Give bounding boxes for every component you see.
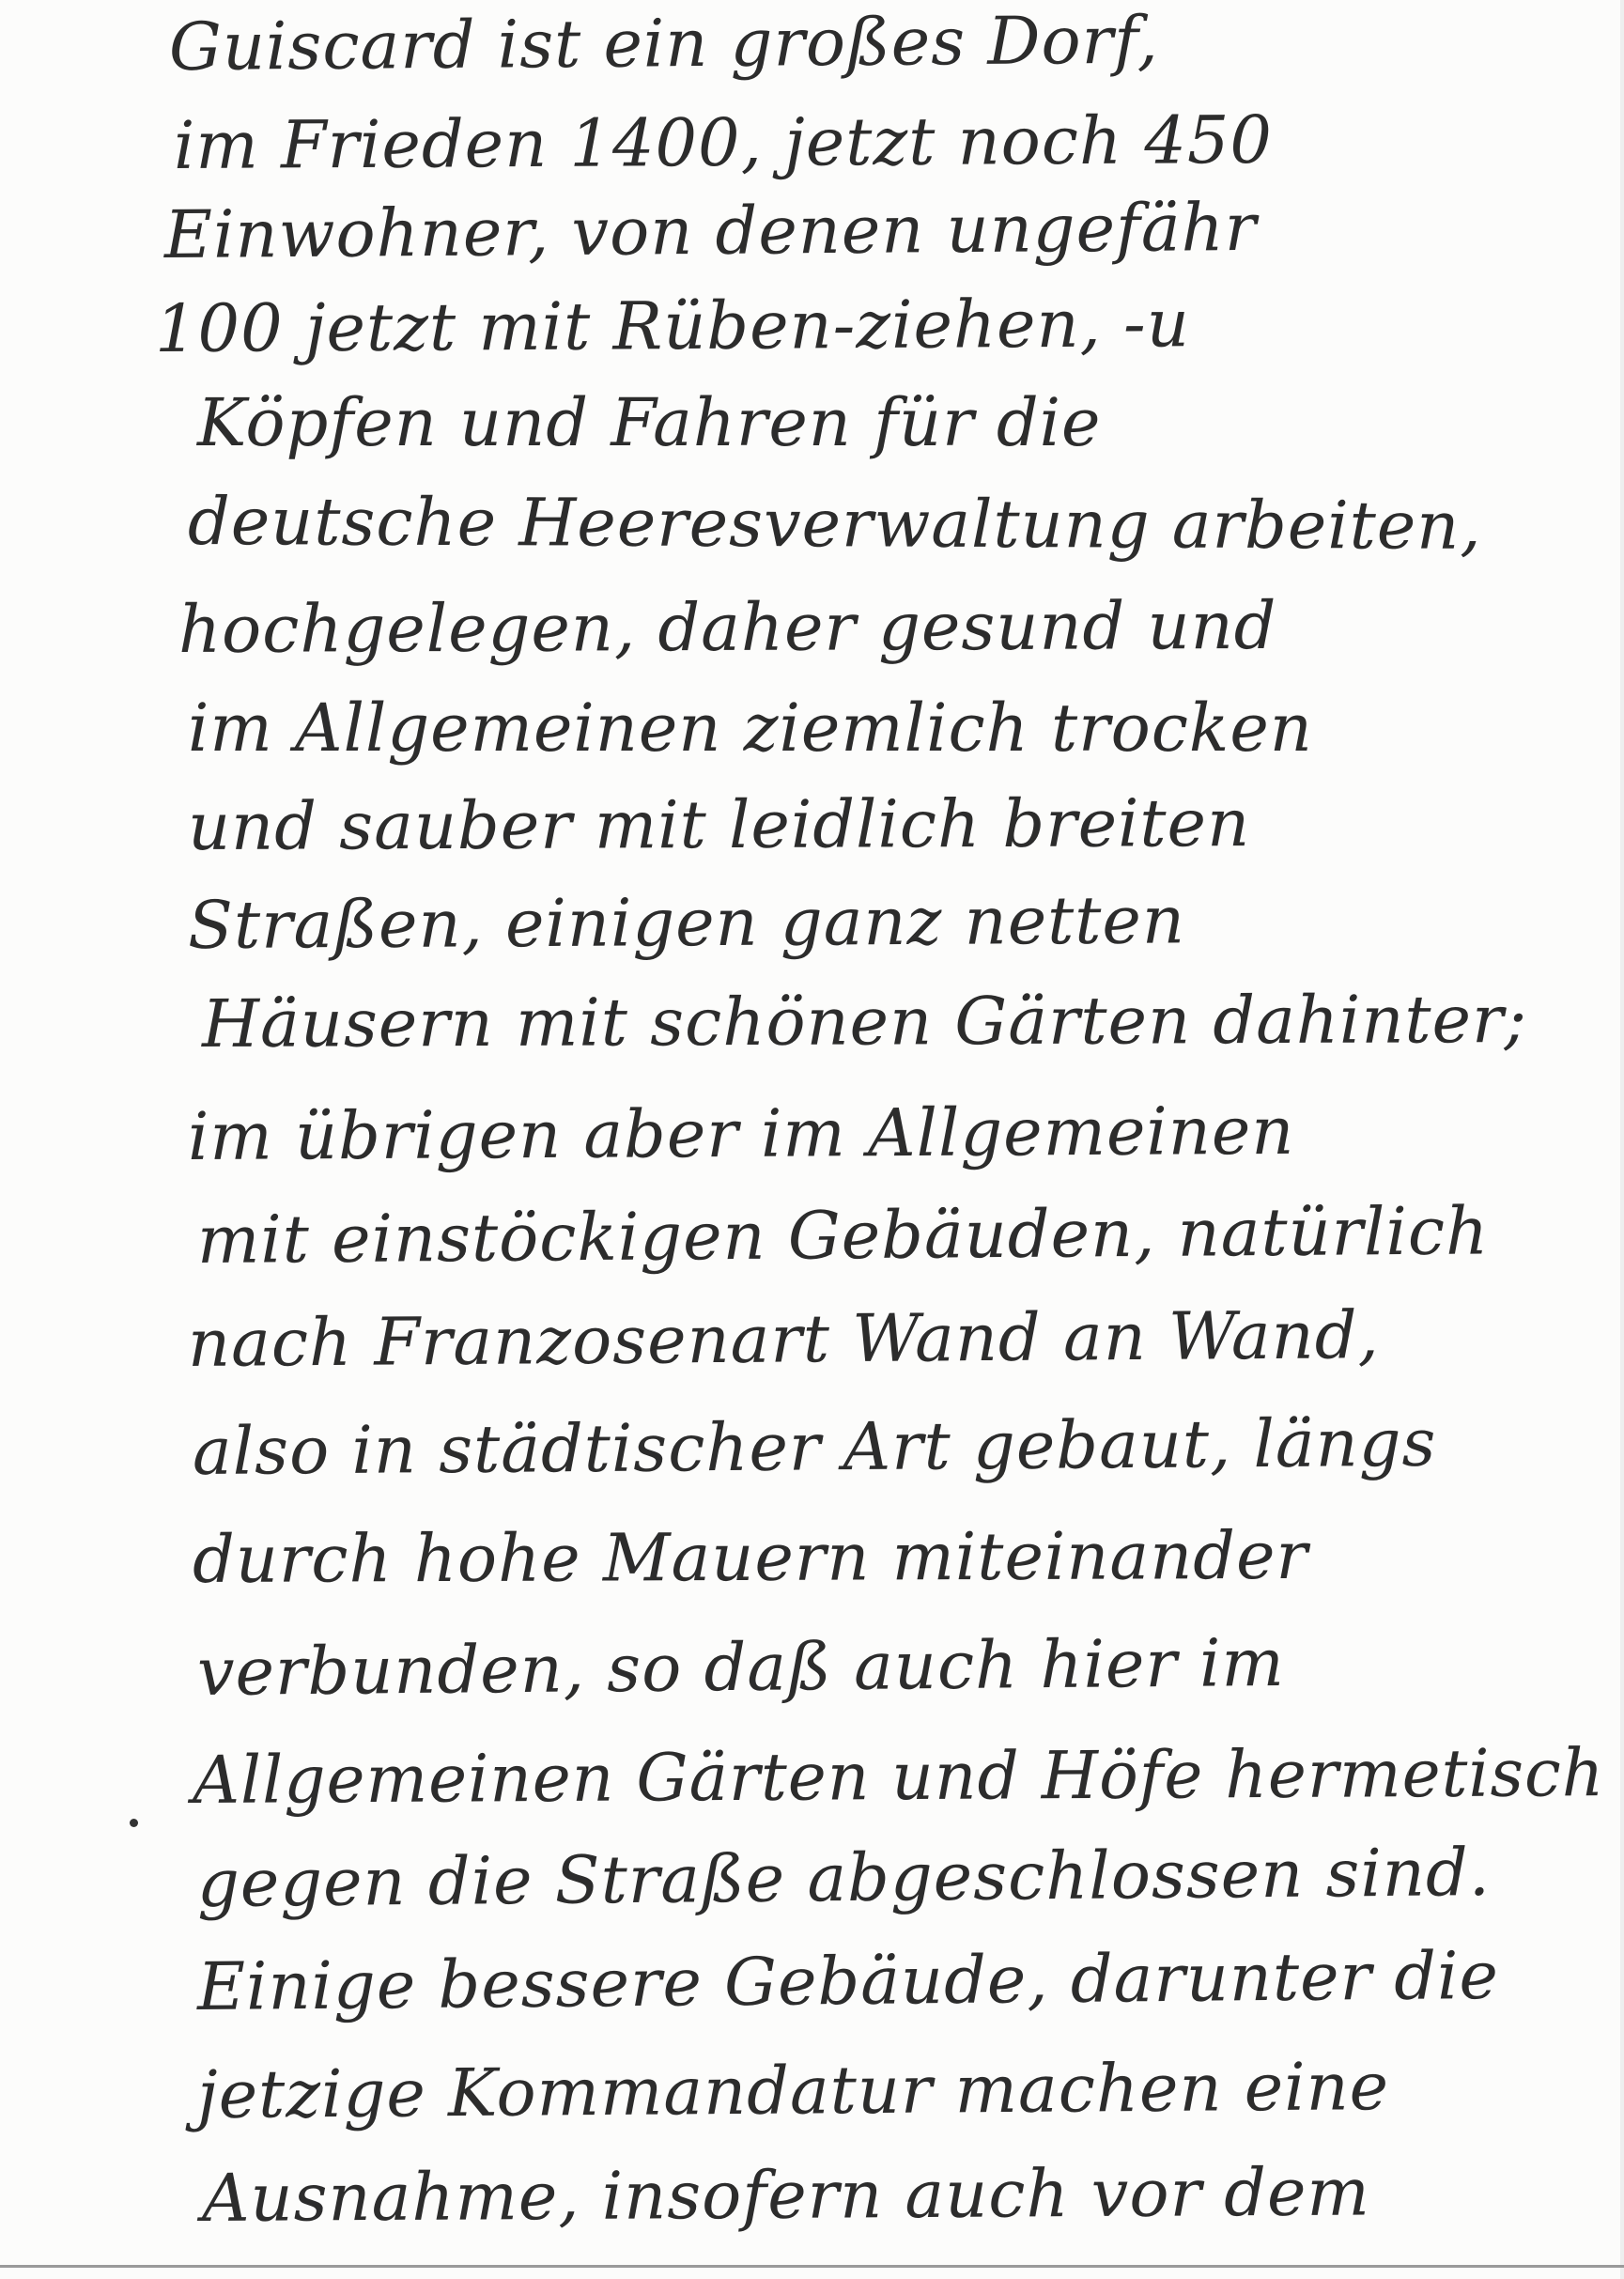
text-line: Häusern mit schönen Gärten dahinter; [201, 981, 1528, 1062]
text-line: Allgemeinen Gärten und Höfe hermetisch [192, 1734, 1605, 1819]
text-line: 100 jetzt mit Rüben-ziehen, -u [154, 285, 1191, 367]
text-line: Einige bessere Gebäude, darunter die [196, 1936, 1500, 2025]
text-line: also in städtischer Art gebaut, längs [192, 1403, 1437, 1490]
text-line: gegen die Straße abgeschlossen sind. [196, 1833, 1492, 1922]
text-line: deutsche Heeresverwaltung arbeiten, [187, 483, 1482, 565]
text-line: Ausnahme, insofern auch vor dem [201, 2153, 1371, 2237]
scan-bottom-edge [0, 2265, 1624, 2268]
paper-edge [1620, 0, 1624, 2279]
text-line: nach Franzosenart Wand an Wand, [187, 1296, 1381, 1382]
text-line: im Frieden 1400, jetzt noch 450 [173, 101, 1274, 184]
text-line: Köpfen und Fahren für die [197, 384, 1102, 461]
text-line: verbunden, so daß auch hier im [196, 1623, 1286, 1711]
text-line: durch hohe Mauern miteinander [192, 1516, 1309, 1598]
text-line: mit einstöckigen Gebäuden, natürlich [196, 1192, 1490, 1279]
text-line: hochgelegen, daher gesund und [178, 586, 1277, 668]
text-line: im übrigen aber im Allgemeinen [187, 1092, 1295, 1175]
ink-dot [130, 1819, 138, 1827]
text-line: Einwohner, von denen ungefähr [163, 188, 1258, 273]
text-line: Straßen, einigen ganz netten [187, 881, 1186, 964]
text-line: und sauber mit leidlich breiten [187, 784, 1251, 865]
text-line: Guiscard ist ein großes Dorf, [168, 1, 1160, 85]
text-line: im Allgemeinen ziemlich trocken [188, 690, 1313, 767]
text-line: jetzige Kommandatur machen eine [196, 2048, 1390, 2133]
